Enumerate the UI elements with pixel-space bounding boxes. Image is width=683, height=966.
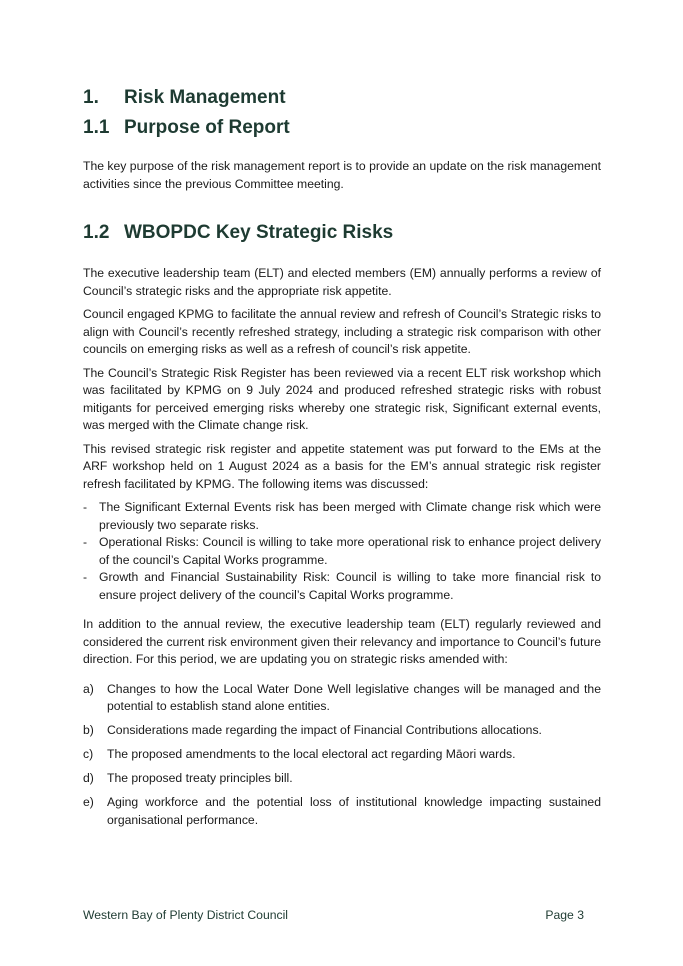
section-heading-purpose bbox=[83, 114, 601, 142]
list-item-label: e) bbox=[83, 795, 94, 809]
closing-paragraph: In addition to the annual review, the executive leadership team (ELT) regularly reviewed and considered the current risk environment given their relevancy and importance to Council’s future direction. For this period, we are updating you on strategic risks amended with: bbox=[83, 617, 601, 666]
section-heading-risk-management bbox=[83, 84, 601, 112]
list-item-text: Considerations made regarding the impact of Financial Contributions allocations. bbox=[107, 723, 542, 737]
list-item bbox=[83, 681, 601, 716]
list-item bbox=[83, 499, 601, 534]
footer-organisation: Western Bay of Plenty District Council bbox=[83, 908, 289, 922]
section-heading-strategic-risks bbox=[83, 219, 601, 247]
list-item bbox=[83, 746, 601, 764]
list-item-text: Operational Risks: Council is willing to take more operational risk to enhance project delivery of the council’s Capital Works programme. bbox=[99, 535, 601, 567]
list-item bbox=[83, 770, 601, 788]
footer-page-number: Page 3 bbox=[545, 908, 584, 922]
amendments-list bbox=[83, 681, 601, 830]
list-item-text: The proposed amendments to the local electoral act regarding Māori wards. bbox=[107, 747, 516, 761]
list-item-label: b) bbox=[83, 723, 94, 737]
section-number: 1.1 bbox=[83, 117, 110, 138]
list-item-label: c) bbox=[83, 747, 94, 761]
bullet-marker: - bbox=[83, 535, 88, 549]
page-footer bbox=[83, 908, 584, 922]
discussed-items-list bbox=[83, 499, 601, 604]
body-paragraph: Council engaged KPMG to facilitate the annual review and refresh of Council’s Strategic risks to align with Council’s recently refreshed strategy, including a strategic risk comparison with other councils on emerging risks as well as a refresh of council’s risk appetite. bbox=[83, 307, 601, 356]
section-number: 1.2 bbox=[83, 222, 110, 243]
purpose-paragraph: The key purpose of the risk management report is to provide an update on the risk management activities since the previous Committee meeting. bbox=[83, 159, 601, 191]
section-title: Risk Management bbox=[124, 87, 286, 108]
list-item bbox=[83, 569, 601, 604]
bullet-marker: - bbox=[83, 570, 88, 584]
body-paragraph: The Council’s Strategic Risk Register has been reviewed via a recent ELT risk workshop which was facilitated by KPMG on 9 July 2024 and produced refreshed strategic risks with robust mitigants for perceived emerging risks whereby one strategic risk, Significant external events, was merged with the Climate change risk. bbox=[83, 365, 601, 432]
document-page bbox=[83, 84, 601, 836]
section-title: Purpose of Report bbox=[124, 117, 290, 138]
section-title: WBOPDC Key Strategic Risks bbox=[124, 222, 394, 243]
bullet-marker: - bbox=[83, 500, 88, 514]
list-item-label: a) bbox=[83, 681, 94, 696]
list-item-label: d) bbox=[83, 771, 94, 785]
list-item bbox=[83, 534, 601, 569]
list-item bbox=[83, 794, 601, 829]
list-item-text: The proposed treaty principles bill. bbox=[107, 771, 293, 785]
list-item-text: Growth and Financial Sustainability Risk: Council is willing to take more financial risk to ensure project delivery of the council’s Capital Works programme. bbox=[99, 570, 601, 602]
list-item-text: Changes to how the Local Water Done Well legislative changes will be managed and the potential to establish stand alone entities. bbox=[107, 681, 601, 713]
section-number: 1. bbox=[83, 87, 99, 108]
list-item bbox=[83, 722, 601, 740]
list-item-text: The Significant External Events risk has been merged with Climate change risk which were previously two separate risks. bbox=[99, 500, 601, 532]
body-paragraph: The executive leadership team (ELT) and elected members (EM) annually performs a review of Council’s strategic risks and the appropriate risk appetite. bbox=[83, 266, 601, 298]
list-item-text: Aging workforce and the potential loss of institutional knowledge impacting sustained organisational performance. bbox=[107, 795, 601, 827]
body-paragraph: This revised strategic risk register and appetite statement was put forward to the EMs at the ARF workshop held on 1 August 2024 as a basis for the EM’s annual strategic risk register refresh facilitated by KPMG. The following items was discussed: bbox=[83, 441, 601, 491]
